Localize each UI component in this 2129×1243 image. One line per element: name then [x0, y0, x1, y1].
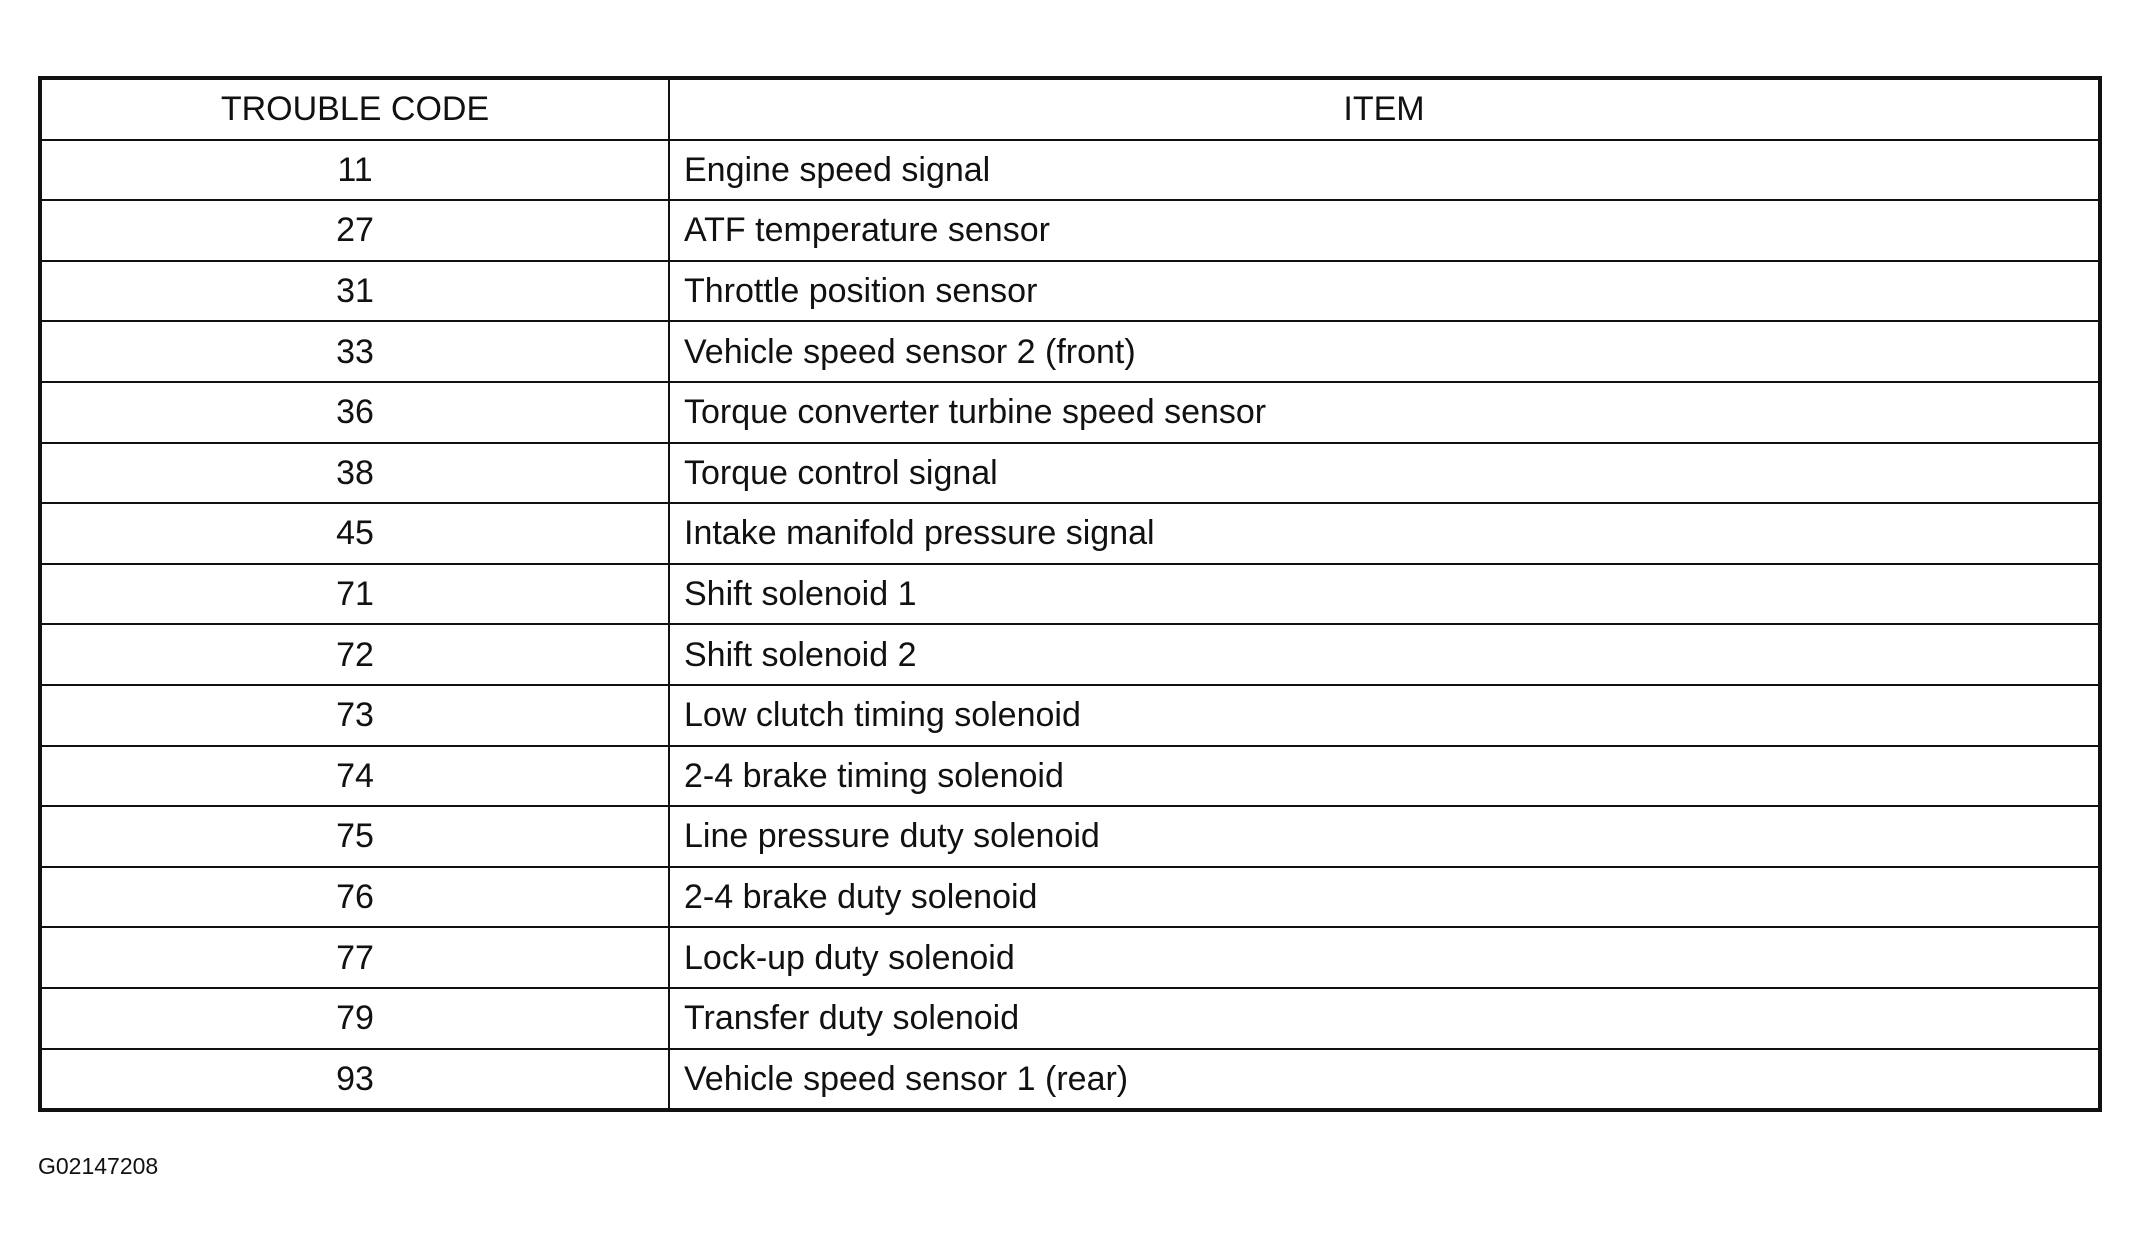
item-cell: Vehicle speed sensor 2 (front): [669, 321, 2100, 382]
table-row: [40, 382, 2100, 443]
trouble-code-cell: 31: [40, 261, 669, 322]
table-header-row: [40, 78, 2100, 140]
table-row: [40, 1049, 2100, 1111]
trouble-code-cell: 11: [40, 140, 669, 201]
table-row: [40, 140, 2100, 201]
table-row: [40, 443, 2100, 504]
trouble-code-cell: 73: [40, 685, 669, 746]
item-cell: Shift solenoid 2: [669, 624, 2100, 685]
figure-id: G02147208: [38, 1153, 159, 1179]
trouble-code-cell: 71: [40, 564, 669, 625]
item-cell: 2-4 brake timing solenoid: [669, 746, 2100, 807]
table-row: [40, 321, 2100, 382]
item-cell: Engine speed signal: [669, 140, 2100, 201]
table-row: [40, 988, 2100, 1049]
item-cell: Intake manifold pressure signal: [669, 503, 2100, 564]
item-cell: Torque converter turbine speed sensor: [669, 382, 2100, 443]
table-row: [40, 927, 2100, 988]
table-row: [40, 503, 2100, 564]
item-cell: Shift solenoid 1: [669, 564, 2100, 625]
table-row: [40, 806, 2100, 867]
trouble-code-cell: 45: [40, 503, 669, 564]
item-cell: 2-4 brake duty solenoid: [669, 867, 2100, 928]
trouble-code-cell: 38: [40, 443, 669, 504]
item-cell: ATF temperature sensor: [669, 200, 2100, 261]
item-cell: Torque control signal: [669, 443, 2100, 504]
table-row: [40, 867, 2100, 928]
trouble-code-cell: 79: [40, 988, 669, 1049]
item-cell: Low clutch timing solenoid: [669, 685, 2100, 746]
trouble-code-cell: 77: [40, 927, 669, 988]
item-cell: Vehicle speed sensor 1 (rear): [669, 1049, 2100, 1111]
trouble-code-cell: 72: [40, 624, 669, 685]
table-row: [40, 261, 2100, 322]
trouble-code-cell: 76: [40, 867, 669, 928]
table-row: [40, 685, 2100, 746]
trouble-code-cell: 33: [40, 321, 669, 382]
item-cell: Line pressure duty solenoid: [669, 806, 2100, 867]
trouble-code-cell: 74: [40, 746, 669, 807]
trouble-code-cell: 27: [40, 200, 669, 261]
trouble-code-cell: 36: [40, 382, 669, 443]
table-row: [40, 200, 2100, 261]
item-cell: Transfer duty solenoid: [669, 988, 2100, 1049]
table-row: [40, 564, 2100, 625]
trouble-code-cell: 93: [40, 1049, 669, 1111]
item-cell: Lock-up duty solenoid: [669, 927, 2100, 988]
table-row: [40, 624, 2100, 685]
header-item: ITEM: [669, 78, 2100, 140]
table-row: [40, 746, 2100, 807]
item-cell: Throttle position sensor: [669, 261, 2100, 322]
trouble-code-cell: 75: [40, 806, 669, 867]
trouble-code-table: [38, 76, 2102, 1112]
header-trouble-code: TROUBLE CODE: [40, 78, 669, 140]
